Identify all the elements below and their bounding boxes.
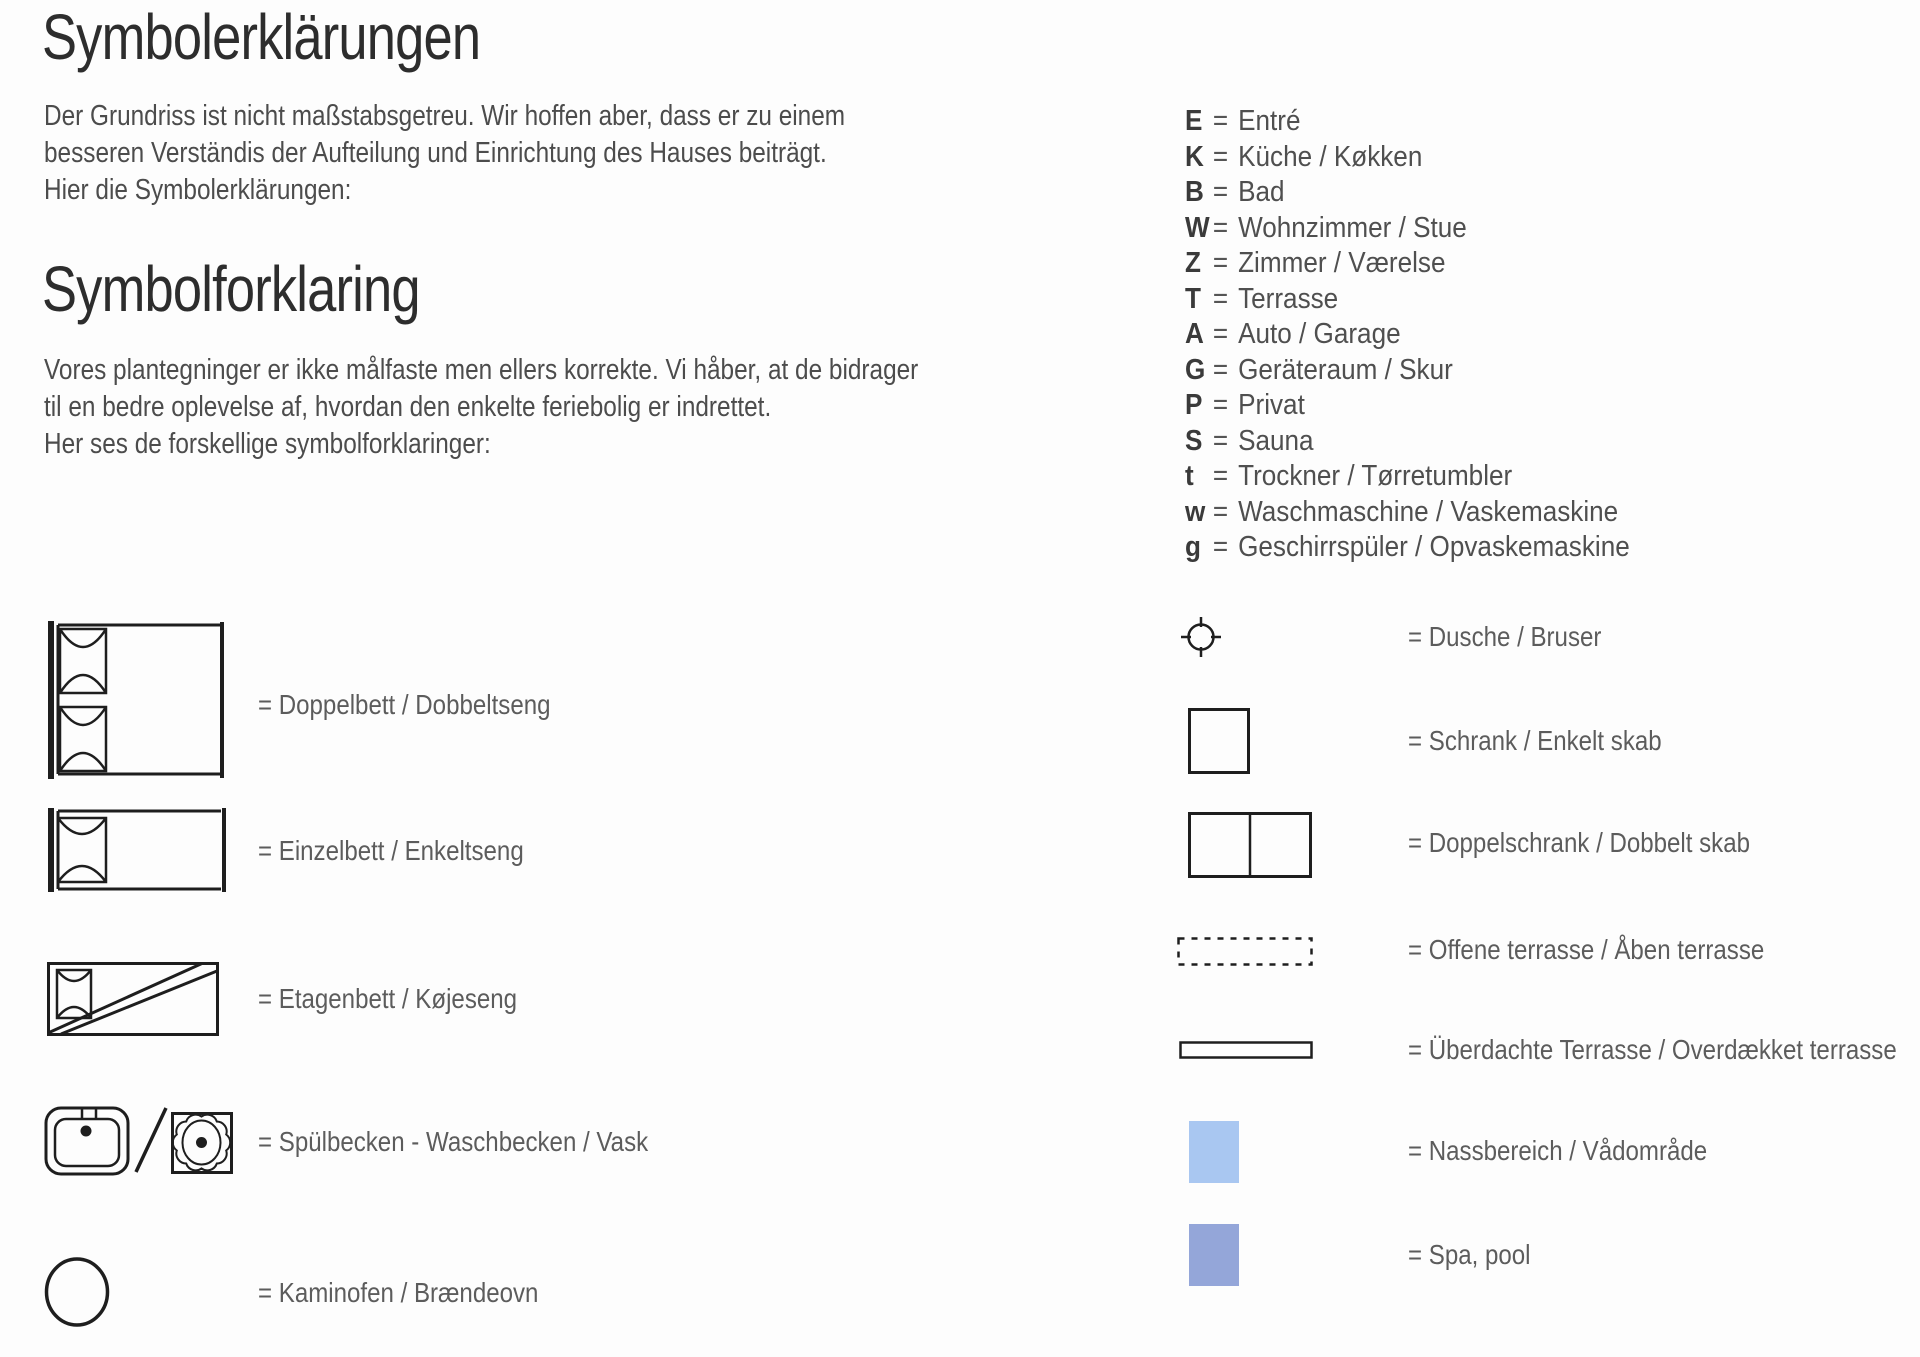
- legend-label-sink: = Spülbecken - Waschbecken / Vask: [258, 1126, 649, 1157]
- letter-legend-row: [1185, 282, 1630, 318]
- sink-icon: [44, 1106, 130, 1176]
- legend-label-bunk-bed: = Etagenbett / Køjeseng: [258, 983, 518, 1014]
- wet-area-swatch: [1189, 1121, 1239, 1183]
- intro-german-line: Hier die Symbolerklärungen:: [44, 174, 352, 206]
- intro-danish-line: Her ses de forskellige symbolforklaringer:: [44, 428, 491, 460]
- letter-legend-row: [1185, 211, 1630, 247]
- intro-german-line: besseren Verständis der Aufteilung und Einrichtung des Hauses beiträgt.: [44, 137, 827, 169]
- legend-letter: P: [1185, 389, 1203, 422]
- equals-sign: =: [1212, 424, 1229, 457]
- letter-legend-row: [1185, 424, 1630, 460]
- equals-sign: =: [1212, 176, 1229, 209]
- letter-legend-row: [1185, 530, 1630, 566]
- legend-label-double-closet: = Doppelschrank / Dobbelt skab: [1408, 827, 1751, 858]
- legend-letter-label: Terrasse: [1238, 282, 1339, 315]
- double-bed-icon: [46, 621, 228, 779]
- intro-german: [44, 98, 845, 209]
- equals-sign: =: [1212, 531, 1229, 564]
- legend-letter: w: [1185, 495, 1206, 528]
- legend-letter-label: Sauna: [1238, 424, 1314, 457]
- legend-letter: Z: [1185, 247, 1201, 280]
- legend-letter-label: Privat: [1238, 389, 1305, 422]
- letter-legend-row: [1185, 175, 1630, 211]
- letter-legend-row: [1185, 388, 1630, 424]
- equals-sign: =: [1212, 460, 1229, 493]
- legend-letter-label: Bad: [1238, 176, 1285, 209]
- letter-legend-row: [1185, 246, 1630, 282]
- legend-letter: G: [1185, 353, 1206, 386]
- equals-sign: =: [1212, 140, 1229, 173]
- equals-sign: =: [1212, 282, 1229, 315]
- letter-legend-row: [1185, 140, 1630, 176]
- legend-label-shower: = Dusche / Bruser: [1408, 621, 1602, 652]
- legend-letter: W: [1185, 211, 1210, 244]
- wood-stove-icon: [44, 1257, 112, 1329]
- equals-sign: =: [1212, 389, 1229, 422]
- slash-separator: [133, 1104, 169, 1176]
- legend-letter-label: Wohnzimmer / Stue: [1238, 211, 1467, 244]
- legend-label-single-bed: = Einzelbett / Enkeltseng: [258, 835, 524, 866]
- legend-letter-label: Entré: [1238, 105, 1301, 138]
- legend-label-wood-stove: = Kaminofen / Brændeovn: [258, 1277, 539, 1308]
- single-bed-icon: [46, 808, 230, 892]
- legend-letter-label: Geräteraum / Skur: [1238, 353, 1453, 386]
- legend-letter: E: [1185, 105, 1203, 138]
- spa-pool-swatch: [1189, 1224, 1239, 1286]
- bunk-bed-icon: [47, 962, 219, 1036]
- legend-label-wet-area: = Nassbereich / Vådområde: [1408, 1135, 1708, 1166]
- page-title-danish: Symbolforklaring: [42, 253, 420, 325]
- letter-legend: [1185, 104, 1630, 566]
- legend-label-single-closet: = Schrank / Enkelt skab: [1408, 725, 1662, 756]
- letter-legend-row: [1185, 104, 1630, 140]
- equals-sign: =: [1212, 318, 1229, 351]
- legend-letter: A: [1185, 318, 1204, 351]
- equals-sign: =: [1212, 353, 1229, 386]
- equals-sign: =: [1212, 211, 1229, 244]
- single-closet-icon: [1188, 708, 1250, 774]
- legend-label-spa-pool: = Spa, pool: [1408, 1239, 1531, 1270]
- legend-letter: B: [1185, 176, 1204, 209]
- letter-legend-row: [1185, 495, 1630, 531]
- page-title-german: Symbolerklärungen: [42, 1, 481, 73]
- intro-danish: [44, 352, 918, 463]
- intro-german-line: Der Grundriss ist nicht maßstabsgetreu. Wir hoffen aber, dass er zu einem: [44, 100, 846, 132]
- letter-legend-row: [1185, 459, 1630, 495]
- letter-legend-row: [1185, 353, 1630, 389]
- legend-letter: K: [1185, 140, 1204, 173]
- intro-danish-line: Vores plantegninger er ikke målfaste men ellers korrekte. Vi håber, at de bidrager: [44, 354, 919, 386]
- letter-legend-row: [1185, 317, 1630, 353]
- legend-letter: g: [1185, 531, 1201, 564]
- legend-letter-label: Zimmer / Værelse: [1238, 247, 1446, 280]
- legend-letter-label: Geschirrspüler / Opvaskemaskine: [1238, 531, 1630, 564]
- legend-label-open-terrace: = Offene terrasse / Åben terrasse: [1408, 934, 1765, 965]
- covered-terrace-icon: [1179, 1041, 1313, 1059]
- washbasin-icon: [171, 1112, 233, 1174]
- legend-letter-label: Trockner / Tørretumbler: [1238, 460, 1513, 493]
- legend-letter-label: Auto / Garage: [1238, 318, 1401, 351]
- open-terrace-icon: [1177, 937, 1313, 966]
- equals-sign: =: [1212, 495, 1229, 528]
- legend-letter-label: Küche / Køkken: [1238, 140, 1423, 173]
- shower-icon: [1178, 614, 1224, 660]
- double-closet-icon: [1188, 812, 1312, 878]
- legend-letter: T: [1185, 282, 1201, 315]
- legend-letter: t: [1185, 460, 1194, 493]
- legend-letter-label: Waschmaschine / Vaskemaskine: [1238, 495, 1619, 528]
- equals-sign: =: [1212, 105, 1229, 138]
- equals-sign: =: [1212, 247, 1229, 280]
- legend-label-covered-terrace: = Überdachte Terrasse / Overdækket terrasse: [1408, 1034, 1897, 1065]
- intro-danish-line: til en bedre oplevelse af, hvordan den enkelte feriebolig er indrettet.: [44, 391, 772, 423]
- legend-letter: S: [1185, 424, 1203, 457]
- legend-label-double-bed: = Doppelbett / Dobbeltseng: [258, 689, 551, 720]
